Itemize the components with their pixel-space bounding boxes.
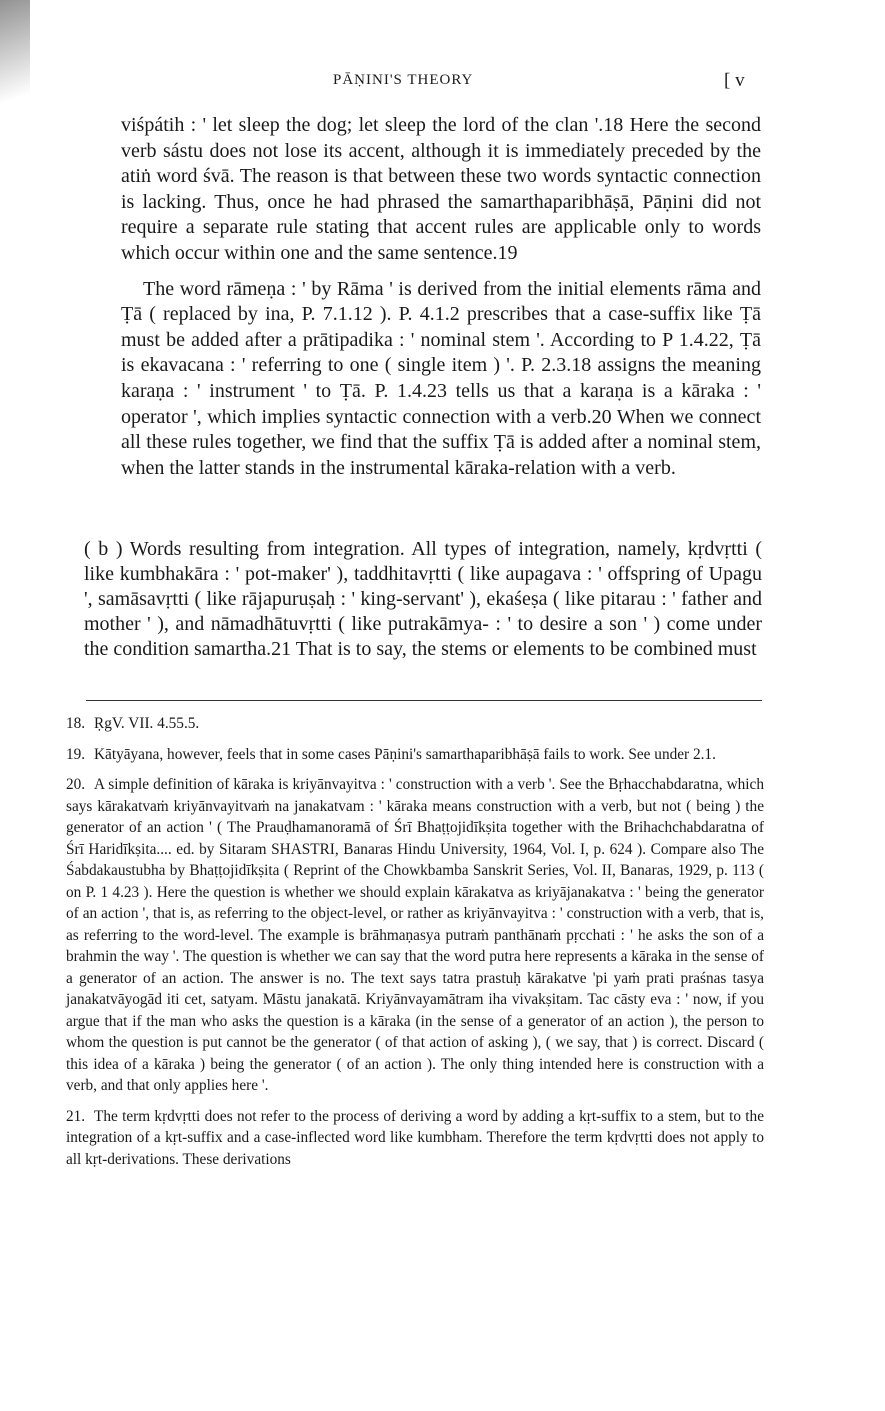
paragraph-2: The word rāmeṇa : ' by Rāma ' is derived from the initial elements rāma and Ṭā ( replaced by ina, P. 7.1.12 ). P. 4.1.2 prescribes that a case-suffix like Ṭā must be added after a prātipadika : ' nominal stem '. According to P 1.4.22, Ṭā is ekavacana : ' referring to one ( single item ) '. P. 2.3.18 assigns the meaning karaṇa : ' instrument ' to Ṭā. P. 1.4.23 tells us that a karaṇa is a kāraka : ' operator ', which implies syntactic connection with a verb.20 When we connect all these rules together, we find that the suffix Ṭā is added after a nominal stem, when the latter stands in the instrumental kāraka-relation with a verb. [121,277,761,479]
footnote-number: 21. [66,1107,86,1125]
footnote-19 [66,744,764,766]
footnote-rule [86,700,762,701]
page-number: [ v [724,70,745,91]
page-header [0,70,885,96]
section-b [84,537,762,662]
footnote-text: The term kṛdvṛtti does not refer to the process of deriving a word by adding a kṛt-suffix to a stem, but to the integration of a kṛt-suffix and a case-inflected word like kumbham. Therefore the term kṛdvṛtti does not apply to all kṛt-derivations. These derivations [66,1107,764,1168]
section-b-text: Words resulting from integration. All types of integration, namely, kṛdvṛtti ( like kumbhakāra : ' pot-maker' ), taddhitavṛtti ( like aupagava : ' offspring of Upagu ', samāsavṛtti ( like rājapuruṣaḥ : ' king-servant' ), ekaśeṣa ( like pitarau : ' father and mother ' ), and nāmadhātuvṛtti ( like putrakāmya- : ' to desire a son ' ) come under the condition samartha.21 That is to say, the stems or elements to be combined must [84,538,763,660]
section-b-label: ( b ) [84,538,123,560]
main-text [121,113,761,481]
footnote-18 [66,713,764,735]
footnote-number: 19. [66,745,86,763]
footnote-text: ṚgV. VII. 4.55.5. [94,715,200,732]
footnote-21 [66,1106,764,1171]
footnote-number: 20. [66,776,86,793]
footnote-number: 18. [66,715,86,732]
footnote-20 [66,774,764,1097]
footnote-text: Kātyāyana, however, feels that in some cases Pāṇini's samarthaparibhāṣā fails to work. See under 2.1. [94,745,716,763]
paragraph-1: viśpátih : ' let sleep the dog; let sleep the lord of the clan '.18 Here the second verb sástu does not lose its accent, although it is immediately preceded by the atiṅ word śvā. The reason is that between these two words syntactic connection is lacking. Thus, once he had phrased the samarthaparibhāṣā, Pāṇini did not require a separate rule stating that accent rules are applicable only to words which occur within one and the same sentence.19 [121,114,761,264]
footnote-text: A simple definition of kāraka is kriyānvayitva : ' construction with a verb '. See the Bṛhacchabdaratna, which says kārakatvaṁ kriyānvayitvaṁ na janakatvam : ' kāraka means construction with a verb, but not ( being ) the generator of an action ' ( The Prauḍhamanoramā of Śrī Bhaṭṭojidīkṣita together with the Brihachchabdaratna of Śrī Haridīkṣita.... ed. by Sitaram SHASTRI, Banaras Hindu University, 1964, Vol. I, p. 624 ). Compare also The Śabdakaustubha by Bhaṭṭojidīkṣita ( Reprint of the Chowkbamba Sanskrit Series, Vol. II, Banaras, 1929, p. 113 ( on P. 1 4.23 ). Here the question is whether we should explain kārakatva as kriyājanakatva : ' being the generator of an action ', that is, as referring to the object-level, or rather as kriyānvayitva : ' construction with a verb, that is, as referring to the word-level. The example is brāhmaṇasya putraṁ panthānaṁ pṛcchati : ' he asks the son of a brahmin the way '. The question is whether we can say that the word putra here represents a kāraka in the sense of a generator of an action. The answer is no. The text says tatra prastuḥ kārakatve 'pi yaṁ prati praśnas tasya janakatvāyogād iti cet, satyam. Māstu janakatā. Kriyānvayamātram iha vivakṣitam. Tac cāsty eva : ' now, if you argue that if the man who asks the question is a kāraka (in the sense of a generator of an action ), the person to whom the question is put cannot be the generator ( of that action of asking ), ( we say, that ) is correct. Discard ( this idea of a kāraka ) being the generator ( of an action ). The only thing intended here is construction with a verb, and that only applies here '. [66,776,764,1094]
running-title: PĀṆINI'S THEORY [333,72,474,88]
footnotes [66,713,764,1179]
